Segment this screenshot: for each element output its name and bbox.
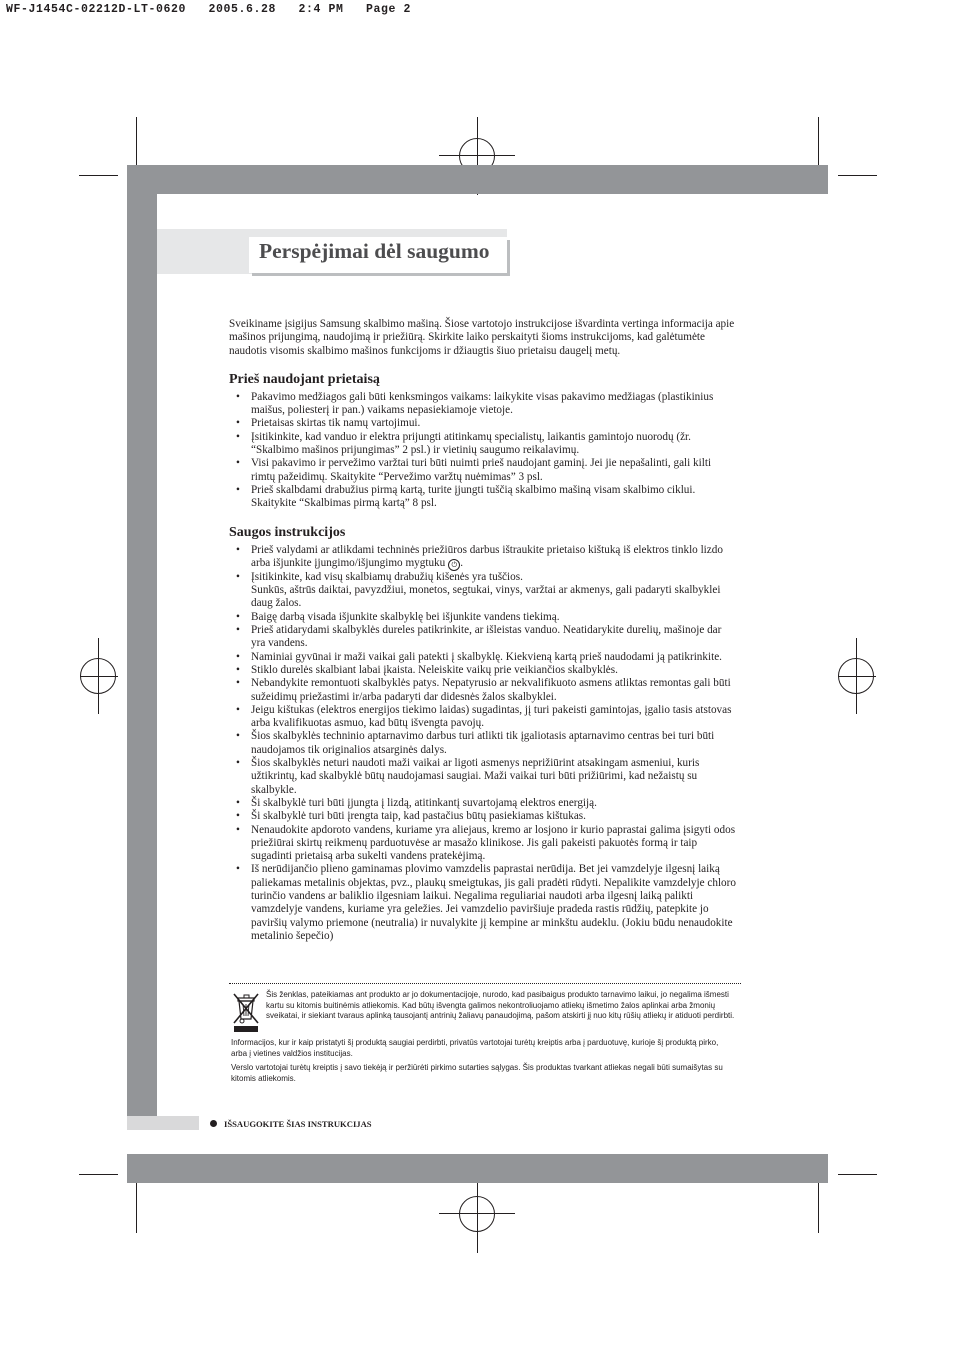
print-header: WF-J1454C-02212D-LT-0620 2005.6.28 2:4 PM Page 2 bbox=[6, 3, 412, 16]
list-item: • Šios skalbyklės neturi naudoti maži vaikai ar ligoti asmenys neprižiūrint atsakingam asmeniui, kuris užtikrintų, kad skalbyklė būtų naudojamasi saugiai. Maži vaikai turi būti prižiūrimi, kad nežaistų su skalbykle. bbox=[229, 757, 737, 797]
list-item: • Pakavimo medžiagos gali būti kenksmingos vaikams: laikykite visas pakavimo medžiagas (plastikinius maišus, poliesterį ir pan.) vaikams nepasiekiamoje vietoje. bbox=[229, 391, 737, 418]
dotted-separator bbox=[229, 983, 741, 984]
list-item: • Baigę darbą visada išjunkite skalbyklę bei išjunkite vandens tiekimą. bbox=[229, 611, 737, 624]
crop-mark bbox=[79, 175, 118, 176]
list-item: • Ši skalbyklė turi būti įrengta taip, kad pastačius būtų pasiekiamas kištukas. bbox=[229, 810, 737, 823]
list-item bbox=[229, 571, 737, 611]
main-content bbox=[229, 318, 737, 943]
disposal-notice-1: Šis ženklas, pateikiamas ant produkto ar jo dokumentacijoje, nurodo, kad pasibaigus produkto tarnavimo laikui, jo negalima išmesti kartu su kitomis buitinėmis atliekomis. Kad būtų išvengta galimos nekontroliuojamo atliekų išmetimo žalos aplinkai arba žmonių sveikatai, ir siekiant tvaraus aplinką tausojantį antrinių žaliavų panaudojimą, pašom atskirti jį nuo kitų rūšių atliekų ir atiduoti perdirbti. bbox=[266, 990, 735, 1021]
section-heading-before-use: Prieš naudojant prietaisą bbox=[229, 371, 380, 387]
list-item: • Prietaisas skirtas tik namų vartojimui. bbox=[229, 417, 737, 430]
top-gray-band bbox=[127, 165, 828, 194]
list-item-text: Prieš valydami ar atlikdami techninės priežiūros darbus ištraukite prietaiso kištuką iš elektros tinklo lizdo arba išjunkite įjungimo/išjungimo mygtuku bbox=[251, 543, 723, 569]
registration-mark-left bbox=[80, 638, 118, 714]
footer-light-band bbox=[127, 1116, 199, 1130]
list-item: • Prieš atidarydami skalbyklės dureles patikrinkite, ar išleistas vanduo. Neatidarykite durelių, mašinoje dar yra vandens. bbox=[229, 624, 737, 651]
footer-text: IŠSAUGOKITE ŠIAS INSTRUKCIJAS bbox=[224, 1119, 372, 1129]
list-item: • Įsitikinkite, kad vanduo ir elektra prijungti atitinkamų specialistų, laikantis gamintojo nuorodų (žr. “Skalbimo mašinos prijungimas” 2 psl.) ir vietinių saugumo reikalavimų. bbox=[229, 431, 737, 458]
list-item-text: • Įsitikinkite, kad visų skalbiamų drabužių kišenės yra tuščios. bbox=[251, 570, 523, 583]
list-item: • Visi pakavimo ir pervežimo varžtai turi būti nuimti prieš naudojant gaminį. Jei jie nepašalinti, gali kilti rimtų pažeidimų. Skaitykite “Pervežimo varžtų nuėmimas” 3 psl. bbox=[229, 457, 737, 484]
list-item bbox=[229, 544, 737, 571]
footer-bullet bbox=[210, 1120, 217, 1127]
list-item: • Iš nerūdijančio plieno gaminamas plovimo vamzdelis paprastai nerūdija. Bet jei vamzdelyje ilgesnį laiką paliekamas metalinis objektas, pvz., plaukų smeigtukas, jis gali pradėti rūdyti. Nepalikite vamzdelyje chloro turinčio vandens ar baliklio ilgesniam laikui. Negalima reguliariai naudoti arba ilgesnį laiką palikti vamzdelyje vandens, kuriame yra geležies. Jei vamzdelio paviršiuje pradeda rastis rūdžių, patepkite jo paviršių valymo priemone (neutralia) ir nuvalykite jį kempine ar minkštu audeklu. (Jokiu būdu nenaudokite metalinio šepečio) bbox=[229, 863, 737, 943]
section-heading-safety: Saugos instrukcijos bbox=[229, 524, 346, 540]
list-item: • Stiklo durelės skalbiant labai įkaista. Neleiskite vaikų prie veikiančios skalbyklės. bbox=[229, 664, 737, 677]
list-item: • Nenaudokite apdoroto vandens, kuriame yra aliejaus, kremo ar losjono ir kurio paprastai galima įsigyti odos priežiūrai skirtų reikmenų parduotuvėse ar masažo klinikose. Jis gali pakeisti pakuotės formą ir taip sugadinti prietaisą arba sukelti vandens pratekėjimą. bbox=[229, 824, 737, 864]
list-item: • Prieš skalbdami drabužius pirmą kartą, turite įjungti tuščią skalbimo mašiną visam skalbimo ciklui. Skaitykite “Skalbimas pirmą kartą” 8 psl. bbox=[229, 484, 737, 511]
before-use-list bbox=[229, 391, 737, 511]
list-item: • Ši skalbyklė turi būti įjungta į lizdą, atitinkantį suvartojamą elektros energiją. bbox=[229, 797, 737, 810]
left-gray-band bbox=[127, 165, 157, 1116]
crossed-bin-icon bbox=[231, 991, 261, 1033]
power-button-icon: ⏻ bbox=[448, 559, 460, 571]
registration-mark-bottom bbox=[439, 1175, 515, 1253]
bottom-gray-band bbox=[127, 1154, 828, 1183]
list-item-end: . bbox=[460, 556, 464, 569]
crop-mark bbox=[838, 1174, 877, 1175]
disposal-notice-2: Informacijos, kur ir kaip pristatyti šį produktą saugiai perdirbti, privatūs vartotojai turėtų kreiptis arba į parduotuvę, kurioje šį produktą pirko, arba į vietines valdžios institucijas. bbox=[231, 1038, 719, 1058]
crop-mark bbox=[79, 1174, 118, 1175]
disposal-notice-3: Verslo vartotojai turėtų kreiptis į savo tiekėją ir peržiūrėti pirkimo sutarties sąlygas. Šis produktas tvarkant atliekas negali būti sumaišytas su kitomis atliekomis. bbox=[231, 1063, 723, 1083]
list-item-text: Sunkūs, aštrūs daiktai, pavyzdžiui, monetos, segtukai, vinys, varžtai ar akmenys, gali padaryti skalbyklei daug žalos. bbox=[251, 584, 721, 610]
safety-list bbox=[229, 544, 737, 944]
list-item: • Nebandykite remontuoti skalbyklės patys. Nepatyrusio ar nekvalifikuoto asmens atliktas remontas gali būti sužeidimų priežastimi ir/arba padaryti dar didesnės žalos skalbyklei. bbox=[229, 677, 737, 704]
page-title: Perspėjimai dėl saugumo bbox=[259, 239, 490, 263]
registration-mark-right bbox=[838, 638, 876, 714]
list-item: • Naminiai gyvūnai ir maži vaikai gali patekti į skalbyklę. Kiekvieną kartą prieš naudodami ją patikrinkite. bbox=[229, 651, 737, 664]
crop-mark bbox=[838, 175, 877, 176]
list-item: • Jeigu kištukas (elektros energijos tiekimo laidas) sugadintas, jį turi pakeisti gamintojas, įgalio tasis atstovas arba kvalifikuotas asmuo, kad būtų išvengta pavojų. bbox=[229, 704, 737, 731]
list-item: • Šios skalbyklės techninio aptarnavimo darbus turi atlikti tik įgaliotasis aptarnavimo centras bei turi būti naudojamos tik originalios atsarginės dalys. bbox=[229, 730, 737, 757]
intro-paragraph: Sveikiname įsigijus Samsung skalbimo mašiną. Šiose vartotojo instrukcijose išvardinta vertinga informacija apie mašinos prijungimą, naudojimą ir priežiūrą. Skirkite laiko perskaityti šioms instrukcijoms, kad galėtumėte naudotis visomis skalbimo mašinos funkcijoms ir džiaugtis šiuo prietaisu daugelį metų. bbox=[229, 318, 735, 357]
